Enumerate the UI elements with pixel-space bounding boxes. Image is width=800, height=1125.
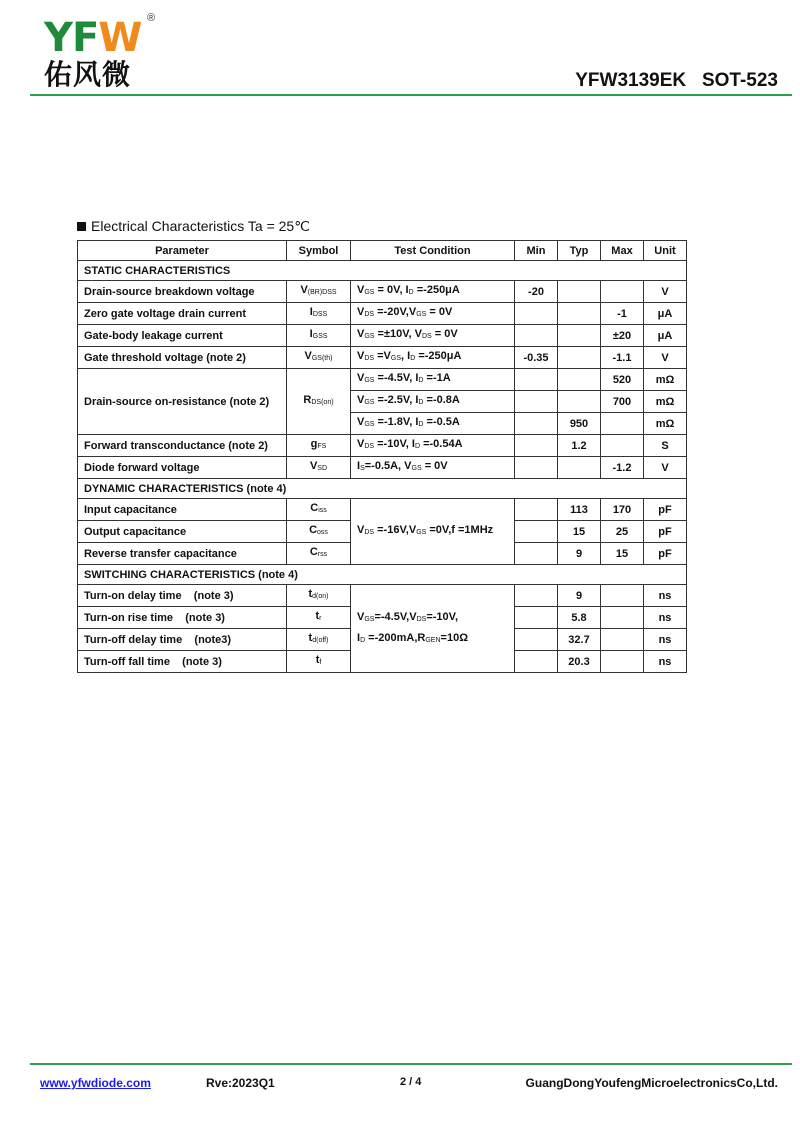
symbol-cell	[287, 543, 351, 565]
condition-cell	[351, 347, 515, 369]
symbol-cell	[287, 457, 351, 479]
section-title-text: Electrical Characteristics Ta = 25℃	[91, 218, 310, 234]
symbol-subscript: (BR)DSS	[307, 289, 337, 296]
param-cell: Drain-source breakdown voltage	[78, 281, 287, 303]
section-row-switching	[78, 565, 687, 585]
logo-latin	[44, 15, 142, 61]
condition-subscript: GS	[416, 311, 427, 318]
unit-cell: mΩ	[644, 369, 687, 391]
company-logo	[36, 12, 166, 94]
max-cell	[601, 607, 644, 629]
condition-subscript: GS	[416, 529, 427, 536]
condition-subscript: GS	[364, 615, 375, 623]
condition-text: V	[357, 306, 365, 318]
table-row	[78, 499, 687, 521]
unit-cell: pF	[644, 499, 687, 521]
symbol-main: C	[309, 546, 318, 558]
condition-subscript: DS	[364, 529, 375, 536]
min-cell	[515, 457, 558, 479]
condition-cell	[351, 281, 515, 303]
max-cell: 170	[601, 499, 644, 521]
table-row	[78, 347, 687, 369]
symbol-subscript: iss	[318, 507, 327, 514]
typ-cell	[558, 281, 601, 303]
symbol-subscript: r	[319, 615, 322, 622]
condition-text: =-4.5V,V	[374, 610, 417, 623]
condition-text: =-4.5V, I	[374, 372, 419, 384]
condition-subscript: GS	[364, 421, 375, 428]
table-row	[78, 585, 687, 607]
section-label: DYNAMIC CHARACTERISTICS (note 4)	[78, 479, 687, 499]
min-cell	[515, 521, 558, 543]
table-row	[78, 325, 687, 347]
typ-cell: 32.7	[558, 629, 601, 651]
unit-cell: pF	[644, 543, 687, 565]
document-title: YFW3139EK SOT-523	[575, 70, 778, 91]
min-cell: -20	[515, 281, 558, 303]
switching-condition-line-1	[357, 608, 511, 629]
min-cell	[515, 499, 558, 521]
symbol-subscript: rss	[317, 551, 328, 558]
table-header-row	[78, 241, 687, 261]
typ-cell	[558, 457, 601, 479]
symbol-subscript: DSS	[312, 311, 328, 318]
symbol-cell	[287, 629, 351, 651]
condition-subscript: S	[360, 465, 365, 472]
param-cell: Reverse transfer capacitance	[78, 543, 287, 565]
param-cell: Turn-off fall time (note 3)	[78, 651, 287, 673]
col-header-symbol: Symbol	[287, 241, 351, 261]
logo-prefix: YF	[44, 15, 99, 61]
header-divider	[30, 94, 792, 96]
section-row-static	[78, 261, 687, 281]
symbol-subscript: GSS	[312, 333, 328, 340]
symbol-cell	[287, 651, 351, 673]
condition-text: V	[357, 328, 365, 340]
condition-subscript: GS	[364, 399, 375, 406]
symbol-main: I	[309, 328, 313, 340]
col-header-typ: Typ	[558, 241, 601, 261]
param-cell: Turn-on rise time (note 3)	[78, 607, 287, 629]
min-cell	[515, 585, 558, 607]
condition-subscript: GS	[364, 377, 375, 384]
typ-cell	[558, 347, 601, 369]
typ-cell: 1.2	[558, 435, 601, 457]
symbol-main: V	[300, 284, 308, 296]
symbol-subscript: f	[319, 659, 322, 666]
max-cell: 520	[601, 369, 644, 391]
logo-suffix: W	[98, 15, 142, 61]
condition-text: =V	[374, 350, 391, 362]
symbol-main: V	[309, 460, 318, 472]
max-cell	[601, 281, 644, 303]
unit-cell: mΩ	[644, 391, 687, 413]
condition-subscript: DS	[364, 311, 375, 318]
min-cell	[515, 435, 558, 457]
symbol-cell	[287, 607, 351, 629]
condition-text: =-250μA	[415, 350, 462, 362]
square-bullet-icon	[77, 222, 86, 231]
condition-text: V	[357, 416, 365, 428]
condition-text: =-0.54A	[420, 438, 463, 450]
condition-text: I	[357, 460, 361, 472]
param-cell: Gate threshold voltage (note 2)	[78, 347, 287, 369]
min-cell	[515, 391, 558, 413]
symbol-subscript: DS(on)	[311, 399, 334, 406]
symbol-cell	[287, 281, 351, 303]
param-cell: Output capacitance	[78, 521, 287, 543]
param-cell: Gate-body leakage current	[78, 325, 287, 347]
table-row	[78, 457, 687, 479]
param-cell: Drain-source on-resistance (note 2)	[78, 369, 287, 435]
max-cell	[601, 629, 644, 651]
condition-subscript: DS	[416, 615, 427, 623]
param-cell: Input capacitance	[78, 499, 287, 521]
typ-cell	[558, 391, 601, 413]
symbol-cell	[287, 369, 351, 435]
min-cell	[515, 629, 558, 651]
logo-chinese: 佑风微	[44, 58, 132, 91]
condition-subscript: GS	[364, 333, 375, 340]
condition-text: V	[357, 350, 365, 362]
condition-cell	[351, 325, 515, 347]
condition-text: = 0V	[426, 306, 453, 318]
condition-text: =±10V, V	[374, 328, 422, 340]
col-header-max: Max	[601, 241, 644, 261]
electrical-characteristics-table	[77, 240, 687, 673]
symbol-subscript: SD	[317, 465, 328, 472]
condition-text: I	[357, 631, 361, 644]
unit-cell: μA	[644, 303, 687, 325]
condition-subscript: GS	[364, 289, 375, 296]
condition-subscript: DS	[364, 355, 375, 362]
min-cell	[515, 413, 558, 435]
symbol-cell	[287, 585, 351, 607]
table-row	[78, 281, 687, 303]
condition-cell	[351, 369, 515, 391]
condition-text: , I	[401, 350, 411, 362]
max-cell	[601, 651, 644, 673]
condition-text: V	[357, 372, 365, 384]
section-label: SWITCHING CHARACTERISTICS (note 4)	[78, 565, 687, 585]
col-header-min: Min	[515, 241, 558, 261]
symbol-cell	[287, 303, 351, 325]
condition-cell	[351, 303, 515, 325]
symbol-subscript: GS(th)	[311, 355, 333, 362]
symbol-main: t	[308, 588, 313, 600]
typ-cell: 9	[558, 585, 601, 607]
symbol-cell	[287, 347, 351, 369]
condition-text: = 0V	[421, 460, 448, 472]
unit-cell: μA	[644, 325, 687, 347]
min-cell	[515, 369, 558, 391]
symbol-subscript: d(off)	[312, 637, 329, 644]
condition-text: =-250μA	[413, 284, 460, 296]
condition-text: =-10V, I	[374, 438, 415, 450]
unit-cell: ns	[644, 651, 687, 673]
max-cell: ±20	[601, 325, 644, 347]
typ-cell	[558, 325, 601, 347]
unit-cell: V	[644, 457, 687, 479]
condition-cell	[351, 499, 515, 565]
symbol-main: R	[303, 394, 312, 406]
condition-text: =-16V,V	[374, 524, 417, 536]
col-header-unit: Unit	[644, 241, 687, 261]
switching-condition-line-2	[357, 629, 511, 650]
symbol-subscript: oss	[317, 529, 328, 536]
condition-text: =-200mA,R	[365, 631, 426, 644]
symbol-main: I	[309, 306, 313, 318]
condition-subscript: D	[418, 421, 424, 428]
max-cell	[601, 585, 644, 607]
company-name: GuangDongYoufengMicroelectronicsCo,Ltd.	[525, 1076, 778, 1090]
min-cell	[515, 651, 558, 673]
symbol-main: t	[315, 654, 320, 666]
unit-cell: mΩ	[644, 413, 687, 435]
typ-cell: 113	[558, 499, 601, 521]
param-cell: Zero gate voltage drain current	[78, 303, 287, 325]
min-cell	[515, 303, 558, 325]
symbol-cell	[287, 435, 351, 457]
max-cell: -1.2	[601, 457, 644, 479]
unit-cell: pF	[644, 521, 687, 543]
symbol-main: t	[315, 610, 320, 622]
unit-cell: ns	[644, 629, 687, 651]
condition-text: V	[357, 438, 365, 450]
typ-cell: 15	[558, 521, 601, 543]
symbol-cell	[287, 521, 351, 543]
max-cell: -1.1	[601, 347, 644, 369]
min-cell	[515, 543, 558, 565]
condition-text: V	[357, 394, 365, 406]
col-header-test-condition: Test Condition	[351, 241, 515, 261]
param-cell: Diode forward voltage	[78, 457, 287, 479]
section-title	[77, 218, 310, 235]
symbol-subscript: d(on)	[312, 593, 329, 600]
typ-cell: 950	[558, 413, 601, 435]
param-cell: Turn-off delay time (note3)	[78, 629, 287, 651]
condition-subscript: D	[360, 636, 366, 644]
condition-text: =-1A	[423, 372, 451, 384]
unit-cell: ns	[644, 585, 687, 607]
condition-text: =-1.8V, I	[374, 416, 419, 428]
condition-text: V	[357, 610, 365, 623]
symbol-main: V	[304, 350, 312, 362]
typ-cell	[558, 369, 601, 391]
typ-cell: 5.8	[558, 607, 601, 629]
website-link[interactable]: www.yfwdiode.com	[40, 1076, 151, 1090]
condition-text: V	[357, 524, 365, 536]
symbol-cell	[287, 499, 351, 521]
unit-cell: ns	[644, 607, 687, 629]
condition-subscript: DS	[422, 333, 432, 340]
param-cell: Forward transconductance (note 2)	[78, 435, 287, 457]
condition-text: = 0V, I	[374, 284, 409, 296]
min-cell: -0.35	[515, 347, 558, 369]
condition-subscript: D	[418, 399, 424, 406]
section-row-dynamic	[78, 479, 687, 499]
unit-cell: V	[644, 347, 687, 369]
max-cell: 700	[601, 391, 644, 413]
max-cell	[601, 413, 644, 435]
symbol-main: C	[309, 524, 318, 536]
section-label: STATIC CHARACTERISTICS	[78, 261, 687, 281]
col-header-parameter: Parameter	[78, 241, 287, 261]
condition-text: =-0.5A, V	[364, 460, 412, 472]
condition-subscript: D	[418, 377, 424, 384]
table-row	[78, 369, 687, 391]
max-cell: 15	[601, 543, 644, 565]
condition-text: =-2.5V, I	[374, 394, 419, 406]
unit-cell: S	[644, 435, 687, 457]
condition-text: =-10V,	[426, 610, 459, 623]
revision-label: Rve:2023Q1	[206, 1076, 275, 1090]
condition-cell	[351, 585, 515, 673]
typ-cell: 9	[558, 543, 601, 565]
symbol-cell	[287, 325, 351, 347]
max-cell: -1	[601, 303, 644, 325]
max-cell: 25	[601, 521, 644, 543]
footer-divider	[30, 1063, 792, 1065]
condition-subscript: GS	[411, 465, 422, 472]
condition-text: = 0V	[431, 328, 458, 340]
condition-subscript: D	[408, 289, 414, 296]
typ-cell	[558, 303, 601, 325]
condition-text: V	[357, 284, 365, 296]
condition-text: =10Ω	[440, 631, 469, 644]
condition-subscript: D	[414, 443, 421, 450]
condition-text: =0V,f =1MHz	[426, 524, 494, 536]
condition-cell	[351, 457, 515, 479]
page-number: 2 / 4	[400, 1076, 422, 1088]
table-row	[78, 303, 687, 325]
param-cell: Turn-on delay time (note 3)	[78, 585, 287, 607]
symbol-main: g	[310, 438, 318, 450]
condition-text: =-20V,V	[374, 306, 417, 318]
symbol-main: t	[308, 632, 313, 644]
condition-cell	[351, 435, 515, 457]
condition-cell	[351, 391, 515, 413]
min-cell	[515, 607, 558, 629]
condition-text: =-0.8A	[423, 394, 460, 406]
symbol-subscript: FS	[317, 443, 327, 450]
max-cell	[601, 435, 644, 457]
typ-cell: 20.3	[558, 651, 601, 673]
condition-subscript: DS	[364, 443, 375, 450]
condition-subscript: D	[410, 355, 416, 362]
min-cell	[515, 325, 558, 347]
registered-mark: ®	[147, 12, 156, 24]
condition-text: =-0.5A	[423, 416, 460, 428]
unit-cell: V	[644, 281, 687, 303]
condition-subscript: GEN	[425, 636, 441, 644]
condition-subscript: GS	[390, 355, 402, 362]
condition-cell	[351, 413, 515, 435]
symbol-main: C	[310, 502, 319, 514]
table-row	[78, 435, 687, 457]
